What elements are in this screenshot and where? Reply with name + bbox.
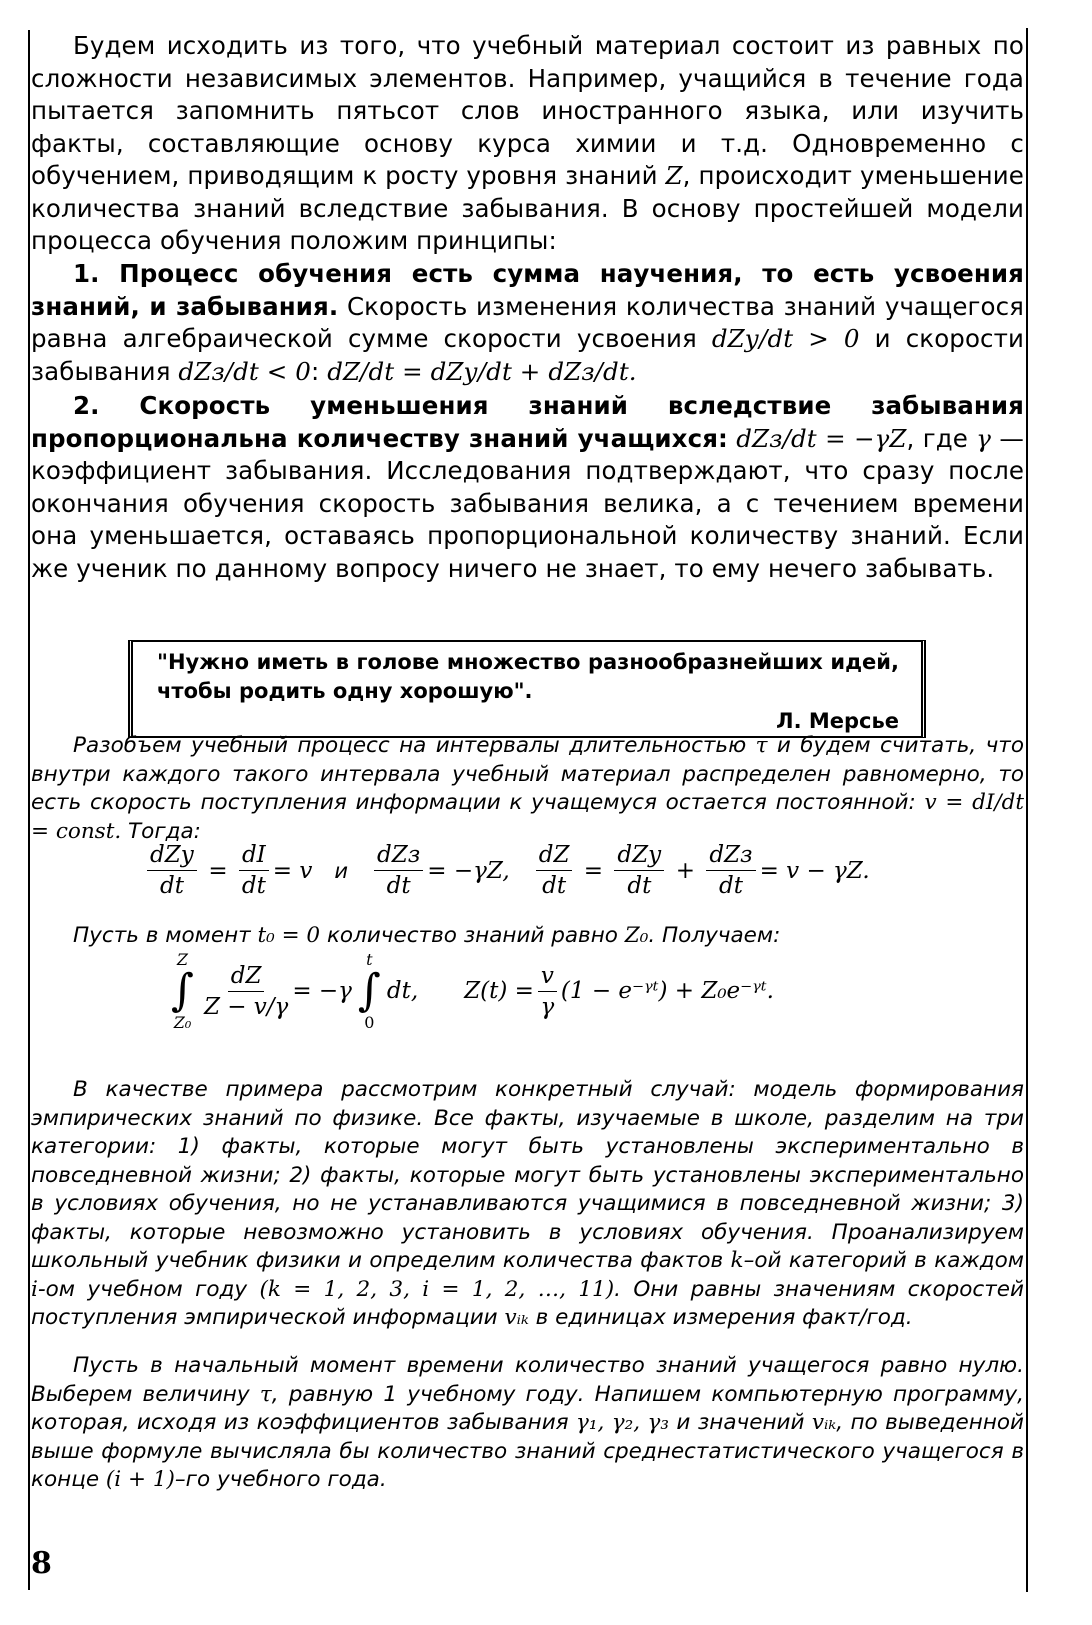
math-Z: Z: [665, 161, 683, 190]
denominator: Z − v/γ: [203, 993, 289, 1020]
initial-text-b: количество знаний равно: [320, 923, 625, 948]
math-gamma: γ: [976, 423, 992, 453]
intro-text-2: , происходит уменьшение количества знаний вследствие забывания. В основу простейшей модели процесса обучения положим принципы:: [31, 161, 1024, 255]
integral-2: [358, 950, 381, 1032]
intervals-paragraph: [31, 732, 1024, 846]
fraction: [706, 842, 755, 899]
denominator: dt: [160, 873, 184, 899]
numerator: dZ: [536, 842, 573, 871]
example-text-e: в единицах измерения факт/год.: [528, 1305, 913, 1330]
left-margin-rule: [28, 30, 30, 1590]
principle-2-text-a: , где: [906, 423, 977, 453]
equation-solution: [171, 950, 774, 1032]
principle-1-text-c: :: [310, 356, 328, 386]
math-tau: τ: [755, 733, 768, 758]
upper-limit: t: [366, 950, 373, 969]
integral-sign-icon: ∫: [171, 965, 194, 1016]
lower-limit: Z₀: [173, 1013, 192, 1032]
example-paragraph: [31, 1076, 1024, 1333]
equals-minus-gamma-z: = −γZ,: [427, 857, 510, 884]
denominator: dt: [718, 873, 743, 899]
numerator: dZз: [374, 842, 423, 871]
math-t0: t₀ = 0: [257, 923, 321, 948]
principle-2-text-b: — коэффициент забывания. Исследования подтверждают, что сразу после окончания обучения скорость забывания велика, а с течением времени она уменьшается, оставаясь пропорциональной количеству знаний. Если же ученик по данному вопросу ничего не знает, то ему нечего забывать.: [31, 423, 1024, 583]
example-text-d: . Они равны значениям скоростей поступления эмпирической информации: [31, 1276, 1024, 1330]
math-v-const: v = dI/dt = const.: [31, 790, 1024, 844]
page-number: 8: [31, 1546, 52, 1581]
principle-1-text-b: и скорости забывания: [31, 324, 1025, 386]
example-text-b: –ой категорий в каждом: [743, 1248, 1024, 1273]
denominator: dt: [542, 873, 567, 899]
math-dzy-dt: dZу/dt > 0: [711, 324, 860, 353]
intro-text-1: Будем исходить из того, что учебный материал состоит из равных по сложности независимых элементов. Например, учащийся в течение года пытается запомнить пятьсот слов иностранного языка, или изучить факты, составляющие основу курса химии и т.д. Одновременно с обучением, приводящим к росту уровня знаний: [31, 31, 1024, 190]
math-z0: Z₀: [624, 923, 649, 948]
principle-1-paragraph: [31, 258, 1024, 388]
numerator: dZз: [706, 842, 755, 871]
math-dz-dt-sum: dZ/dt = dZу/dt + dZз/dt.: [327, 356, 637, 386]
intervals-text-a: Разобъем учебный процесс на интервалы длительностью: [73, 733, 756, 758]
denominator: dt: [241, 873, 266, 899]
integral-1: [171, 950, 194, 1032]
fraction: [538, 963, 557, 1020]
program-text-b: , равную 1 учебному году. Напишем компьютерную программу, которая, исходя из коэффициентов забывания: [31, 1381, 1024, 1435]
principle-2-title: 2. Скорость уменьшения знаний вследствие забывания пропорциональна количеству знаний учащихся:: [31, 391, 1024, 453]
quote-author: Л. Мерсье: [776, 709, 899, 733]
program-text-e: –го учебного года.: [174, 1467, 387, 1492]
lower-limit: 0: [364, 1013, 375, 1032]
fraction: [614, 842, 664, 899]
quote-box: [128, 640, 926, 738]
math-i: i: [31, 1276, 38, 1302]
math-i-plus-1: (i + 1): [105, 1467, 175, 1492]
example-text-a: В качестве примера рассмотрим конкретный случай: модель формирования эмпирических знаний по физике. Все факты, изучаемые в школе, разделим на три категории: 1) факты, которые могут быть установлены экспериментально в повседневной жизни; 2) факты, которые могут быть установлены экспериментально в условиях обучения, но не устанавливаются учащимися в повседневной жизни; 3) факты, которые невозможно установить в условиях обучения. Проанализируем школьный учебник физики и определим количества фактов: [31, 1077, 1024, 1273]
principle-1-title: 1. Процесс обучения есть сумма научения, то есть усвоения знаний, и забывания.: [31, 259, 1024, 321]
upper-limit: Z: [176, 950, 189, 969]
initial-text-c: . Получаем:: [648, 923, 781, 948]
intervals-text-b: и будем считать, что внутри каждого такого интервала учебный материал распределен равномерно, то есть скорость поступления информации к учащемуся остается постоянной:: [31, 733, 1024, 815]
equals-minus-gamma: = −γ: [292, 978, 352, 1004]
solution-rhs: (1 − e⁻ᵞᵗ) + Z₀e⁻ᵞᵗ.: [560, 978, 774, 1004]
fraction: [239, 842, 269, 899]
fraction: [147, 842, 197, 899]
math-vik: vᵢₖ: [811, 1410, 837, 1435]
fraction: [536, 842, 573, 899]
principle-2-paragraph: [31, 390, 1024, 585]
numerator: dZу: [614, 842, 664, 871]
program-text-a: Пусть в начальный момент времени количество знаний учащегося равно нулю. Выберем величину: [31, 1353, 1024, 1407]
numerator: dZу: [147, 842, 197, 871]
principle-1-text-a: Скорость изменения количества знаний учащегося равна алгебраической сумме скорости усвоения: [31, 291, 1024, 353]
integral-sign-icon: ∫: [357, 965, 381, 1016]
quote-text: "Нужно иметь в голове множество разнообразнейших идей, чтобы родить одну хорошую".: [157, 650, 899, 703]
example-text-c: -ом учебном году: [37, 1276, 260, 1302]
numerator: dI: [239, 842, 269, 871]
right-margin-rule: [1026, 28, 1028, 1592]
intervals-text-c: Тогда:: [121, 818, 201, 844]
math-vik: vᵢₖ: [504, 1305, 529, 1330]
denominator: dt: [627, 873, 652, 899]
dt: dt,: [386, 978, 419, 1004]
program-text-d: , по выведенной выше формуле вычисляла бы количество знаний среднестатистического учащегося в конце: [31, 1410, 1025, 1492]
numerator: v: [538, 963, 557, 992]
math-forgetting-rate: dZз/dt = −γZ: [727, 423, 907, 453]
denominator: γ: [540, 993, 555, 1020]
intro-paragraph: [31, 30, 1024, 258]
numerator: dZ: [228, 963, 265, 992]
program-paragraph: [31, 1352, 1024, 1495]
math-dzz-dt: dZз/dt < 0: [178, 356, 311, 386]
denominator: dt: [386, 873, 411, 899]
conjunction: и: [334, 858, 348, 883]
initial-condition-paragraph: [31, 922, 780, 951]
math-tau: τ: [259, 1381, 272, 1407]
math-gammas: γ₁, γ₂, γ₃: [576, 1410, 669, 1435]
equals-v: = v: [272, 857, 313, 884]
z-of-t: Z(t) =: [464, 978, 534, 1004]
initial-text-a: Пусть в момент: [73, 923, 258, 948]
equals-v-minus-gamma-z: = v − γZ.: [759, 857, 870, 884]
equation-rates: $\frac{\text{dZу}}{dt}$ = $\frac{dI}{dt}$ = v и $\frac{\text{dZз}}{dt}$ = −γZ, $\frac{dZ}{dt}$ = $\frac{\text{dZу}}{dt}$ + $\frac{\text{dZз}}{dt}$ = v − γZ.: [143, 842, 870, 899]
fraction: [374, 842, 423, 899]
math-k: k: [730, 1248, 744, 1273]
program-text-c: и значений: [669, 1410, 812, 1435]
fraction: [204, 963, 288, 1020]
math-range: (k = 1, 2, 3, i = 1, 2, …, 11): [259, 1276, 615, 1302]
